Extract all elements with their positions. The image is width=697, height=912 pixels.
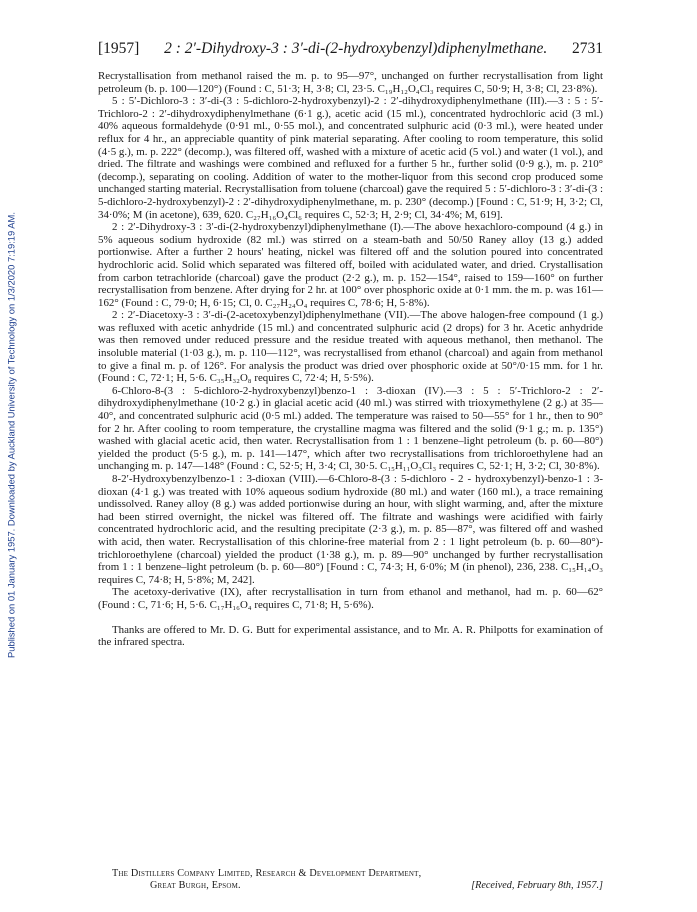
download-notice-text: Published on 01 January 1957. Downloaded by Auckland University of Technology on 1/3/2020 7:19:19 AM.: [5, 212, 17, 658]
affiliation-footer: [98, 868, 603, 892]
acknowledgements: Thanks are offered to Mr. D. G. Butt for experimental assistance, and to Mr. A. R. Philpotts for examination of the infrared spectra.: [98, 623, 603, 649]
paragraph-compound-vii: 2 : 2′-Diacetoxy-3 : 3′-di-(2-acetoxybenzyl)diphenylmethane (VII).—The above halogen-free compound (1 g.) was refluxed with acetic anhydride (15 ml.) and concentrated sulphuric acid (2 drops) for 3 hr. Acetic anhydride was then removed under reduced pressure and the residue treated with aqueous methanol, then methanol. The insoluble material (1·03 g.), m. p. 110—112°, was recrystallised from ethanol (charcoal) and again from methanol to give a final m. p. of 126°. For analysis the product was dried over phosphoric oxide at 50°/0·15 mm. for 1 hr. (Found : C, 72·1; H, 5·6. C₃₅H₃₂O₈ requires C, 72·4; H, 5·5%).: [98, 309, 603, 385]
paragraph-compound-viii: 8-2′-Hydroxybenzylbenzo-1 : 3-dioxan (VIII).—6-Chloro-8-(3 : 5-dichloro - 2 - hydroxybenzyl)-benzo-1 : 3-dioxan (4·1 g.) was treated with 10% aqueous sodium hydroxide (80 ml.) and water (160 ml.), a trace remaining undissolved. Raney alloy (8 g.) was added portionwise during an hour, with slight warming, and, after the mixture had been stirred overnight, the nickel was filtered off. The filtrate and washings were acidified with fairly concentrated hydrochloric acid, and the resulting precipitate (2·3 g.), m. p. 85—87°, was filtered off and washed with acid, then water. Recrystallisation of this chlorine-free material from 2 : 1 light petroleum (b. p. 60—80°)-trichloroethylene (charcoal) yielded the product (1·38 g.), m. p. 89—90° unchanged by further recrystallisation from 1 : 1 benzene–light petroleum (b. p. 60—80°) [Found : C, 74·3; H, 6·0%; M (in phenol), 236, 238. C₁₅H₁₄O₃ requires C, 74·8; H, 5·8%; M, 242].: [98, 473, 603, 586]
paragraph-compound-iv: 6-Chloro-8-(3 : 5-dichloro-2-hydroxybenzyl)benzo-1 : 3-dioxan (IV).—3 : 5 : 5′-Trichloro-2 : 2′-dihydroxydiphenylmethane (10·2 g.) in glacial acetic acid (40 ml.) was stirred with trioxymethylene (2 g.) at 35—40°, and concentrated sulphuric acid (0·5 ml.) added. The temperature was raised to 50—55° for 1 hr., then to 90° for 2 hr. After cooling to room temperature, the crystalline magma was filtered and the solid (9·1 g.; m. p. 135°) washed with glacial acetic acid, then water. Recrystallisation from 1 : 1 benzene–light petroleum (b. p. 60—80°) yielded the product (5·5 g.), m. p. 141—147°, which after two recrystallisations from trichloroethylene had an unchanging m. p. 147—148° (Found : C, 52·5; H, 3·4; Cl, 30·5. C₁₅H₁₁O₃Cl₃ requires C, 52·1; H, 3·2; Cl, 30·8%).: [98, 384, 603, 473]
download-notice: [4, 70, 18, 800]
paragraph-compound-iii: 5 : 5′-Dichloro-3 : 3′-di-(3 : 5-dichloro-2-hydroxybenzyl)-2 : 2′-dihydroxydiphenylmethane (III).—3 : 5 : 5′-Trichloro-2 : 2′-dihydroxydiphenylmethane (6·1 g.), acetic acid (15 ml.), concentrated hydrochloric acid (3 ml.) 40% aqueous formaldehyde (0·91 ml., 0·55 mol.), and concentrated sulphuric acid (0·3 ml.), were heated under reflux for 4 hr., an appreciable quantity of pink material separating. After cooling to room temperature, this solid (4·5 g.), m. p. 222° (decomp.), was filtered off, washed with a mixture of acetic acid (5 vol.) and water (1 vol.), and dried. The filtrate and washings were combined and refluxed for a further 5 hr., further solid (0·9 g.), m. p. 210° (decomp.), separating on cooling. Addition of water to the mother-liquor from this second crop produced some unchanged starting material. Recrystallisation from toluene (charcoal) gave the required 5 : 5′-dichloro-3 : 3′-di-(3 : 5-dichloro-2-hydroxybenzyl)-2 : 2′-dihydroxydiphenylmethane, m. p. 230° (decomp.) [Found : C, 51·9; H, 3·2; Cl, 34·0%; M (in acetone), 639, 620. C₂₇H₁₆O₄Cl₆ requires C, 52·3; H, 2·9; Cl, 34·4%; M, 619].: [98, 95, 603, 221]
affiliation-line: The Distillers Company Limited, Research & Development Department,: [112, 868, 422, 879]
paragraph-recrystallisation: Recrystallisation from methanol raised the m. p. to 95—97°, unchanged on further recrystallisation from light petroleum (b. p. 100—120°) (Found : C, 51·3; H, 3·8; Cl, 23·5. C₁₉H₁₂O₄Cl₃ requires C, 50·9; H, 3·8; Cl, 23·8%).: [98, 70, 603, 95]
paragraph-compound-ix: The acetoxy-derivative (IX), after recrystallisation in turn from ethanol and methanol, had m. p. 60—62° (Found : C, 71·6; H, 5·6. C₁₇H₁₆O₄ requires C, 71·8; H, 5·6%).: [98, 586, 603, 611]
header-title: 2 : 2′-Dihydroxy-3 : 3′-di-(2-hydroxybenzyl)diphenylmethane.: [164, 40, 548, 57]
affiliation-place: Great Burgh, Epsom.: [150, 880, 241, 891]
article-body: [98, 70, 603, 649]
header-page-number: 2731: [571, 40, 603, 57]
header-year: [1957]: [98, 40, 140, 57]
received-date: [Received, February 8th, 1957.]: [471, 880, 603, 891]
paragraph-compound-i: 2 : 2′-Dihydroxy-3 : 3′-di-(2-hydroxybenzyl)diphenylmethane (I).—The above hexachloro-compound (4 g.) in 5% aqueous sodium hydroxide (82 ml.) was stirred on a steam-bath and 50/50 Raney alloy (13 g.) added portionwise. After a further 2 hours' heating, nickel was filtered off and the solution poured into concentrated hydrochloric acid. Solid which separated was filtered off, boiled with acidulated water, and dried. Crystallisation from carbon tetrachloride (charcoal) gave the product (2·2 g.), m. p. 152—154°, raised to 159—160° on further recrystallisation from benzene. After drying for 2 hr. at 100° over phosphoric oxide at 0·1 mm. the m. p. was 161—162° (Found : C, 79·0; H, 6·15; Cl, 0. C₂₇H₂₄O₄ requires C, 78·6; H, 5·8%).: [98, 221, 603, 309]
page-header: [98, 40, 603, 62]
